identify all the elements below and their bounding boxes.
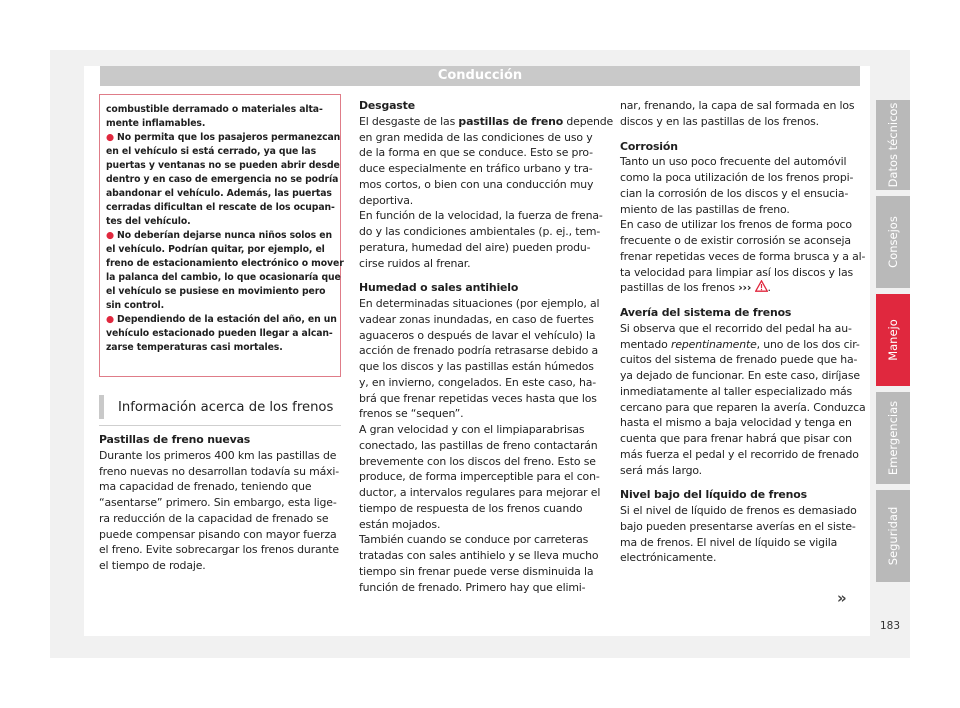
page-header-title: Conducción [437, 68, 523, 83]
subheading-corrosion: Corrosión [620, 139, 678, 153]
warning-line: puertas y ventanas no se pueden abrir desde [106, 160, 340, 171]
tab-label: Consejos [886, 216, 900, 268]
text-line: frenar repetidas veces de forma brusca y a al- [620, 249, 866, 263]
warning-line: sin control. [106, 300, 165, 311]
text-line: cian la corrosión de los discos y el ensucia- [620, 186, 849, 200]
warning-line: en el vehículo si está cerrado, ya que las [106, 146, 317, 157]
text-line: discos y en las pastillas de los frenos. [620, 114, 819, 128]
bullet-dot-icon: ● [106, 314, 115, 325]
section-title: Información acerca de los frenos [118, 400, 334, 415]
tab-emergencias[interactable] [876, 392, 910, 484]
warning-line: tes del vehículo. [106, 216, 191, 227]
subheading-brake-fluid: Nivel bajo del líquido de frenos [620, 488, 807, 502]
text-line: cercano para que reparen la avería. Conduzca [620, 400, 866, 414]
text-line: función de frenado. Primero hay que elimi- [359, 580, 586, 594]
text-line: En determinadas situaciones (por ejemplo, al [359, 297, 600, 310]
warning-bullet-item: ● No permita que los pasajeros permanezcan [106, 132, 341, 143]
text-line: y, en invierno, congelados. En este caso, ha- [359, 375, 597, 389]
warning-triangle-icon [755, 280, 768, 292]
text-line: tiempo sin frenar puede verse disminuida la [359, 564, 594, 578]
text-line: Si observa que el recorrido del pedal ha au- [620, 321, 852, 335]
text-line: mos cortos, o bien con una conducción muy [359, 177, 594, 191]
continue-arrow-icon: » [837, 589, 847, 607]
text-line: A gran velocidad y con el limpiaparabrisas [359, 423, 585, 436]
tab-manejo[interactable] [876, 294, 910, 386]
text-line: aguaceros o después de lavar el vehículo) la [359, 328, 596, 342]
warning-bullet-item: ● No deberían dejarse nunca niños solos en [106, 230, 332, 241]
text-line: ma capacidad de frenado, teniendo que [99, 480, 312, 494]
text-line: En caso de utilizar los frenos de forma poco [620, 218, 852, 232]
text-line: freno nuevas no desarrollan todavía su máxi- [99, 464, 340, 478]
text-line: cirse ruidos al frenar. [359, 256, 471, 270]
text-line: produce, de forma imperceptible para el con- [359, 470, 600, 484]
text-line: tratadas con sales antihielo y se lleva mucho [359, 549, 599, 562]
text-line: miento de las pastillas de freno. [620, 202, 790, 216]
text-line: bajo pueden presentarse averías en el siste- [620, 519, 856, 533]
warning-bullet-item: ● Dependiendo de la estación del año, en un [106, 314, 337, 325]
text-line: ma de frenos. El nivel de líquido se vigila [620, 535, 838, 549]
column-right [620, 98, 865, 566]
tab-consejos[interactable] [876, 196, 910, 288]
warning-line: dentro y en caso de emergencia no se podría [106, 174, 339, 185]
warning-line: combustible derramado o materiales alta- [106, 104, 323, 115]
subheading-new-pads: Pastillas de freno nuevas [99, 433, 251, 446]
section-divider [99, 425, 341, 426]
text-line: acción de frenado podría retrasarse debido a [359, 344, 598, 358]
text-line: como la poca utilización de los frenos propi- [620, 171, 854, 184]
warning-line: zarse temperaturas casi mortales. [106, 342, 283, 353]
section-marker [99, 395, 104, 419]
text-line: brevemente con los discos del freno. Esto se [359, 454, 596, 468]
warning-line: el vehículo se pusiese en movimiento pero [106, 286, 326, 297]
warning-box [99, 94, 344, 377]
text-line: están mojados. [359, 517, 441, 531]
text-line: que los discos y las pastillas están húmedos [359, 360, 594, 373]
text-line: ductor, a intervalos regulares para mejorar el [359, 486, 601, 499]
subheading-humidity: Humedad o sales antihielo [359, 281, 519, 295]
text-line: será más largo. [620, 463, 702, 477]
text-line: deportiva. [359, 193, 414, 207]
text-line: En función de la velocidad, la fuerza de frena- [359, 209, 603, 223]
tab-label: Datos técnicos [886, 102, 900, 188]
text-line: “asentarse” primero. Sin embargo, esta lige- [99, 496, 337, 509]
warning-line: vehículo estacionado pueden llegar a alcan- [106, 328, 333, 339]
tab-label: Emergencias [886, 400, 900, 476]
tab-seguridad[interactable] [876, 490, 910, 582]
warning-line: abandonar el vehículo. Además, las puertas [106, 188, 332, 199]
text-line: También cuando se conduce por carreteras [359, 533, 589, 547]
text-line: electrónicamente. [620, 551, 717, 565]
text-line: peratura, humedad del aire) pueden produ- [359, 240, 591, 254]
text-line: ta velocidad para limpiar así los discos y las [620, 265, 854, 279]
text-line: frenos se “sequen”. [359, 407, 464, 421]
warning-line: mente inflamables. [106, 118, 206, 129]
text-line: el freno. Evite sobrecargar los frenos durante [99, 543, 339, 557]
text-line: el tiempo de rodaje. [99, 559, 206, 572]
text-line: de la forma en que se conduce. Esto se pro- [359, 146, 593, 160]
text-line: cuitos del sistema de frenado puede que ha- [620, 353, 858, 367]
text-line: Si el nivel de líquido de frenos es demasiado [620, 504, 857, 517]
cross-reference-arrows[interactable]: ››› [738, 281, 752, 295]
tab-label: Manejo [886, 319, 900, 361]
text-line: más fuerza el pedal y el recorrido de frenado [620, 447, 859, 461]
text-line: frecuente o de existir corrosión se aconseja [620, 234, 851, 247]
tab-datos-tecnicos[interactable] [876, 100, 910, 190]
subheading-brake-failure: Avería del sistema de frenos [620, 306, 792, 319]
warning-line: el vehículo. Podrían quitar, por ejemplo, el [106, 244, 325, 255]
text-line: nar, frenando, la capa de sal formada en los [620, 99, 855, 112]
text-line: brá que frenar repetidas veces hasta que los [359, 391, 597, 405]
text-line: tiempo de respuesta de los frenos cuando [359, 501, 583, 515]
warning-line: cerradas dificultan el rescate de los ocupan- [106, 202, 335, 213]
text-line: ya dejado de funcionar. En este caso, diríjase [620, 369, 860, 382]
text-line: pastillas de los frenos ››› . [620, 281, 771, 295]
text-line: puede compensar pisando con mayor fuerza [99, 527, 337, 541]
subheading-wear: Desgaste [359, 99, 415, 112]
text-line: hasta el mismo a baja velocidad y tenga en [620, 416, 852, 430]
text-line: Durante los primeros 400 km las pastillas de [99, 448, 337, 462]
text-line: conectado, las pastillas de freno contactarán [359, 438, 598, 452]
page-number: 183 [880, 620, 901, 632]
text-line: en gran medida de las condiciones de uso y [359, 130, 593, 144]
text-line: cuenta que para frenar habrá que pisar con [620, 432, 852, 445]
text-line: ra reducción de la capacidad de frenado se [99, 511, 329, 525]
text-line: Tanto un uso poco frecuente del automóvil [620, 155, 847, 169]
warning-line: la palanca del cambio, lo que ocasionaría que [106, 272, 341, 283]
warning-line: freno de estacionamiento electrónico o mover [106, 258, 344, 269]
tab-label: Seguridad [886, 506, 900, 566]
text-line: do y las condiciones ambientales (p. ej., tem- [359, 225, 601, 238]
column-left [99, 432, 339, 574]
text-line: inmediatamente al taller especializado más [620, 384, 853, 398]
text-line: mentado repentinamente, uno de los dos cir- [620, 337, 860, 351]
text-line: vadear zonas inundadas, en caso de fuertes [359, 312, 594, 326]
text-line: El desgaste de las pastillas de freno depende [359, 114, 614, 128]
text-line: duce especialmente en tráfico urbano y tra- [359, 162, 593, 175]
bullet-dot-icon: ● [106, 132, 115, 143]
bullet-dot-icon: ● [106, 230, 115, 241]
column-middle [359, 98, 613, 595]
